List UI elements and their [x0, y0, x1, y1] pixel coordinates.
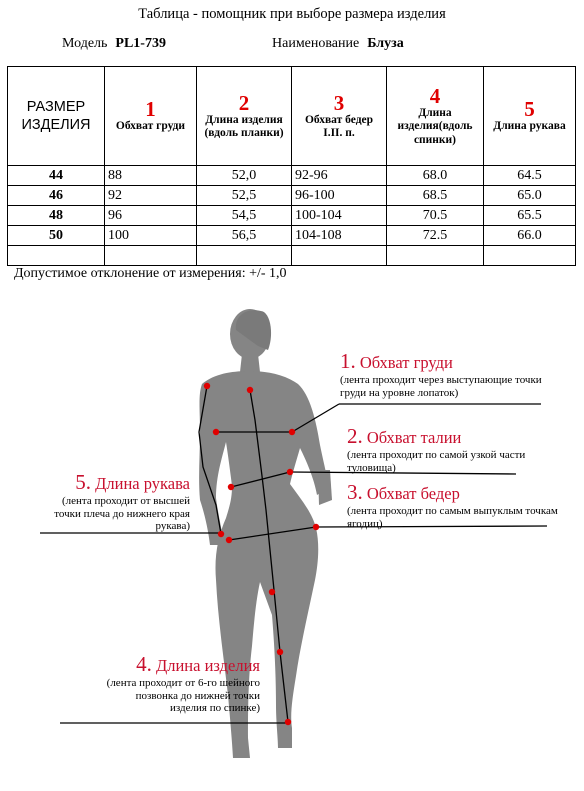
size-cell: 44: [8, 166, 105, 186]
table-cell: 68.5: [387, 186, 484, 206]
table-cell: 66.0: [484, 226, 576, 246]
annotation-note: (лента проходит по самой узкой части туловища): [347, 449, 526, 474]
annotation-note: (лента проходит по самым выпуклым точкам ягодиц): [347, 505, 558, 530]
annotation-number: 1.: [340, 349, 356, 373]
annotation-note: (лента проходит через выступающие точки груди на уровне лопаток): [340, 374, 542, 399]
table-cell: 65.0: [484, 186, 576, 206]
annotation-note: (лента проходит от 6-го шейного позвонка до нижней точки изделия по спинке): [106, 677, 260, 714]
column-label: Обхват груди: [115, 120, 186, 133]
size-cell: 48: [8, 206, 105, 226]
table-cell: 96-100: [292, 186, 387, 206]
annotation-hips: [347, 480, 575, 530]
table-cell: 52,5: [197, 186, 292, 206]
table-cell: 88: [105, 166, 197, 186]
annotation-note: (лента проходит от высшей точки плеча до нижнего края рукава): [54, 495, 190, 532]
table-cell: 64.5: [484, 166, 576, 186]
table-cell: 54,5: [197, 206, 292, 226]
annotation-length: [100, 652, 260, 715]
table-cell: 52,0: [197, 166, 292, 186]
size-column-header: РАЗМЕР ИЗДЕЛИЯ: [8, 67, 105, 166]
column-number: 2: [238, 90, 250, 115]
model-label: Модель: [62, 36, 108, 51]
annotation-title: Длина рукава: [95, 474, 190, 493]
table-cell: 56,5: [197, 226, 292, 246]
column-number: 1: [145, 97, 156, 122]
tolerance-note: Допустимое отклонение от измерения: +/- 1,0: [14, 266, 287, 281]
name-label: Наименование: [272, 36, 360, 51]
column-number: 3: [333, 90, 345, 115]
table-cell: 92-96: [292, 166, 387, 186]
table-cell: 104-108: [292, 226, 387, 246]
column-label: Длина изделия (вдоль планки): [204, 113, 284, 139]
column-label: Длина изделия(вдоль спинки): [397, 107, 473, 146]
annotation-title: Обхват груди: [359, 353, 453, 372]
table-cell: 72.5: [387, 226, 484, 246]
name-value: Блуза: [367, 36, 404, 51]
annotation-number: 2.: [347, 424, 363, 448]
table-cell: 70.5: [387, 206, 484, 226]
model-value: PL1-739: [115, 36, 166, 51]
size-cell: 46: [8, 186, 105, 206]
annotation-number: 5.: [75, 470, 91, 494]
annotation-number: 3.: [347, 480, 363, 504]
column-number: 5: [524, 97, 535, 122]
annotation-chest: [340, 349, 565, 399]
annotation-sleeve: [40, 470, 190, 533]
annotation-number: 4.: [136, 652, 152, 676]
table-cell: 100: [105, 226, 197, 246]
column-number: 4: [429, 84, 441, 109]
annotation-title: Длина изделия: [155, 656, 260, 675]
annotation-title: Обхват талии: [366, 428, 462, 447]
annotation-waist: [347, 424, 547, 474]
size-cell: 50: [8, 226, 105, 246]
column-label: Длина рукава: [493, 120, 566, 133]
column-label: Обхват бедер I.II. п.: [304, 113, 374, 139]
table-cell: 100-104: [292, 206, 387, 226]
table-cell: 68.0: [387, 166, 484, 186]
page-title: Таблица - помощник при выборе размера изделия: [138, 6, 446, 22]
table-cell: 92: [105, 186, 197, 206]
table-cell: 96: [105, 206, 197, 226]
annotation-title: Обхват бедер: [366, 484, 460, 503]
table-cell: 65.5: [484, 206, 576, 226]
